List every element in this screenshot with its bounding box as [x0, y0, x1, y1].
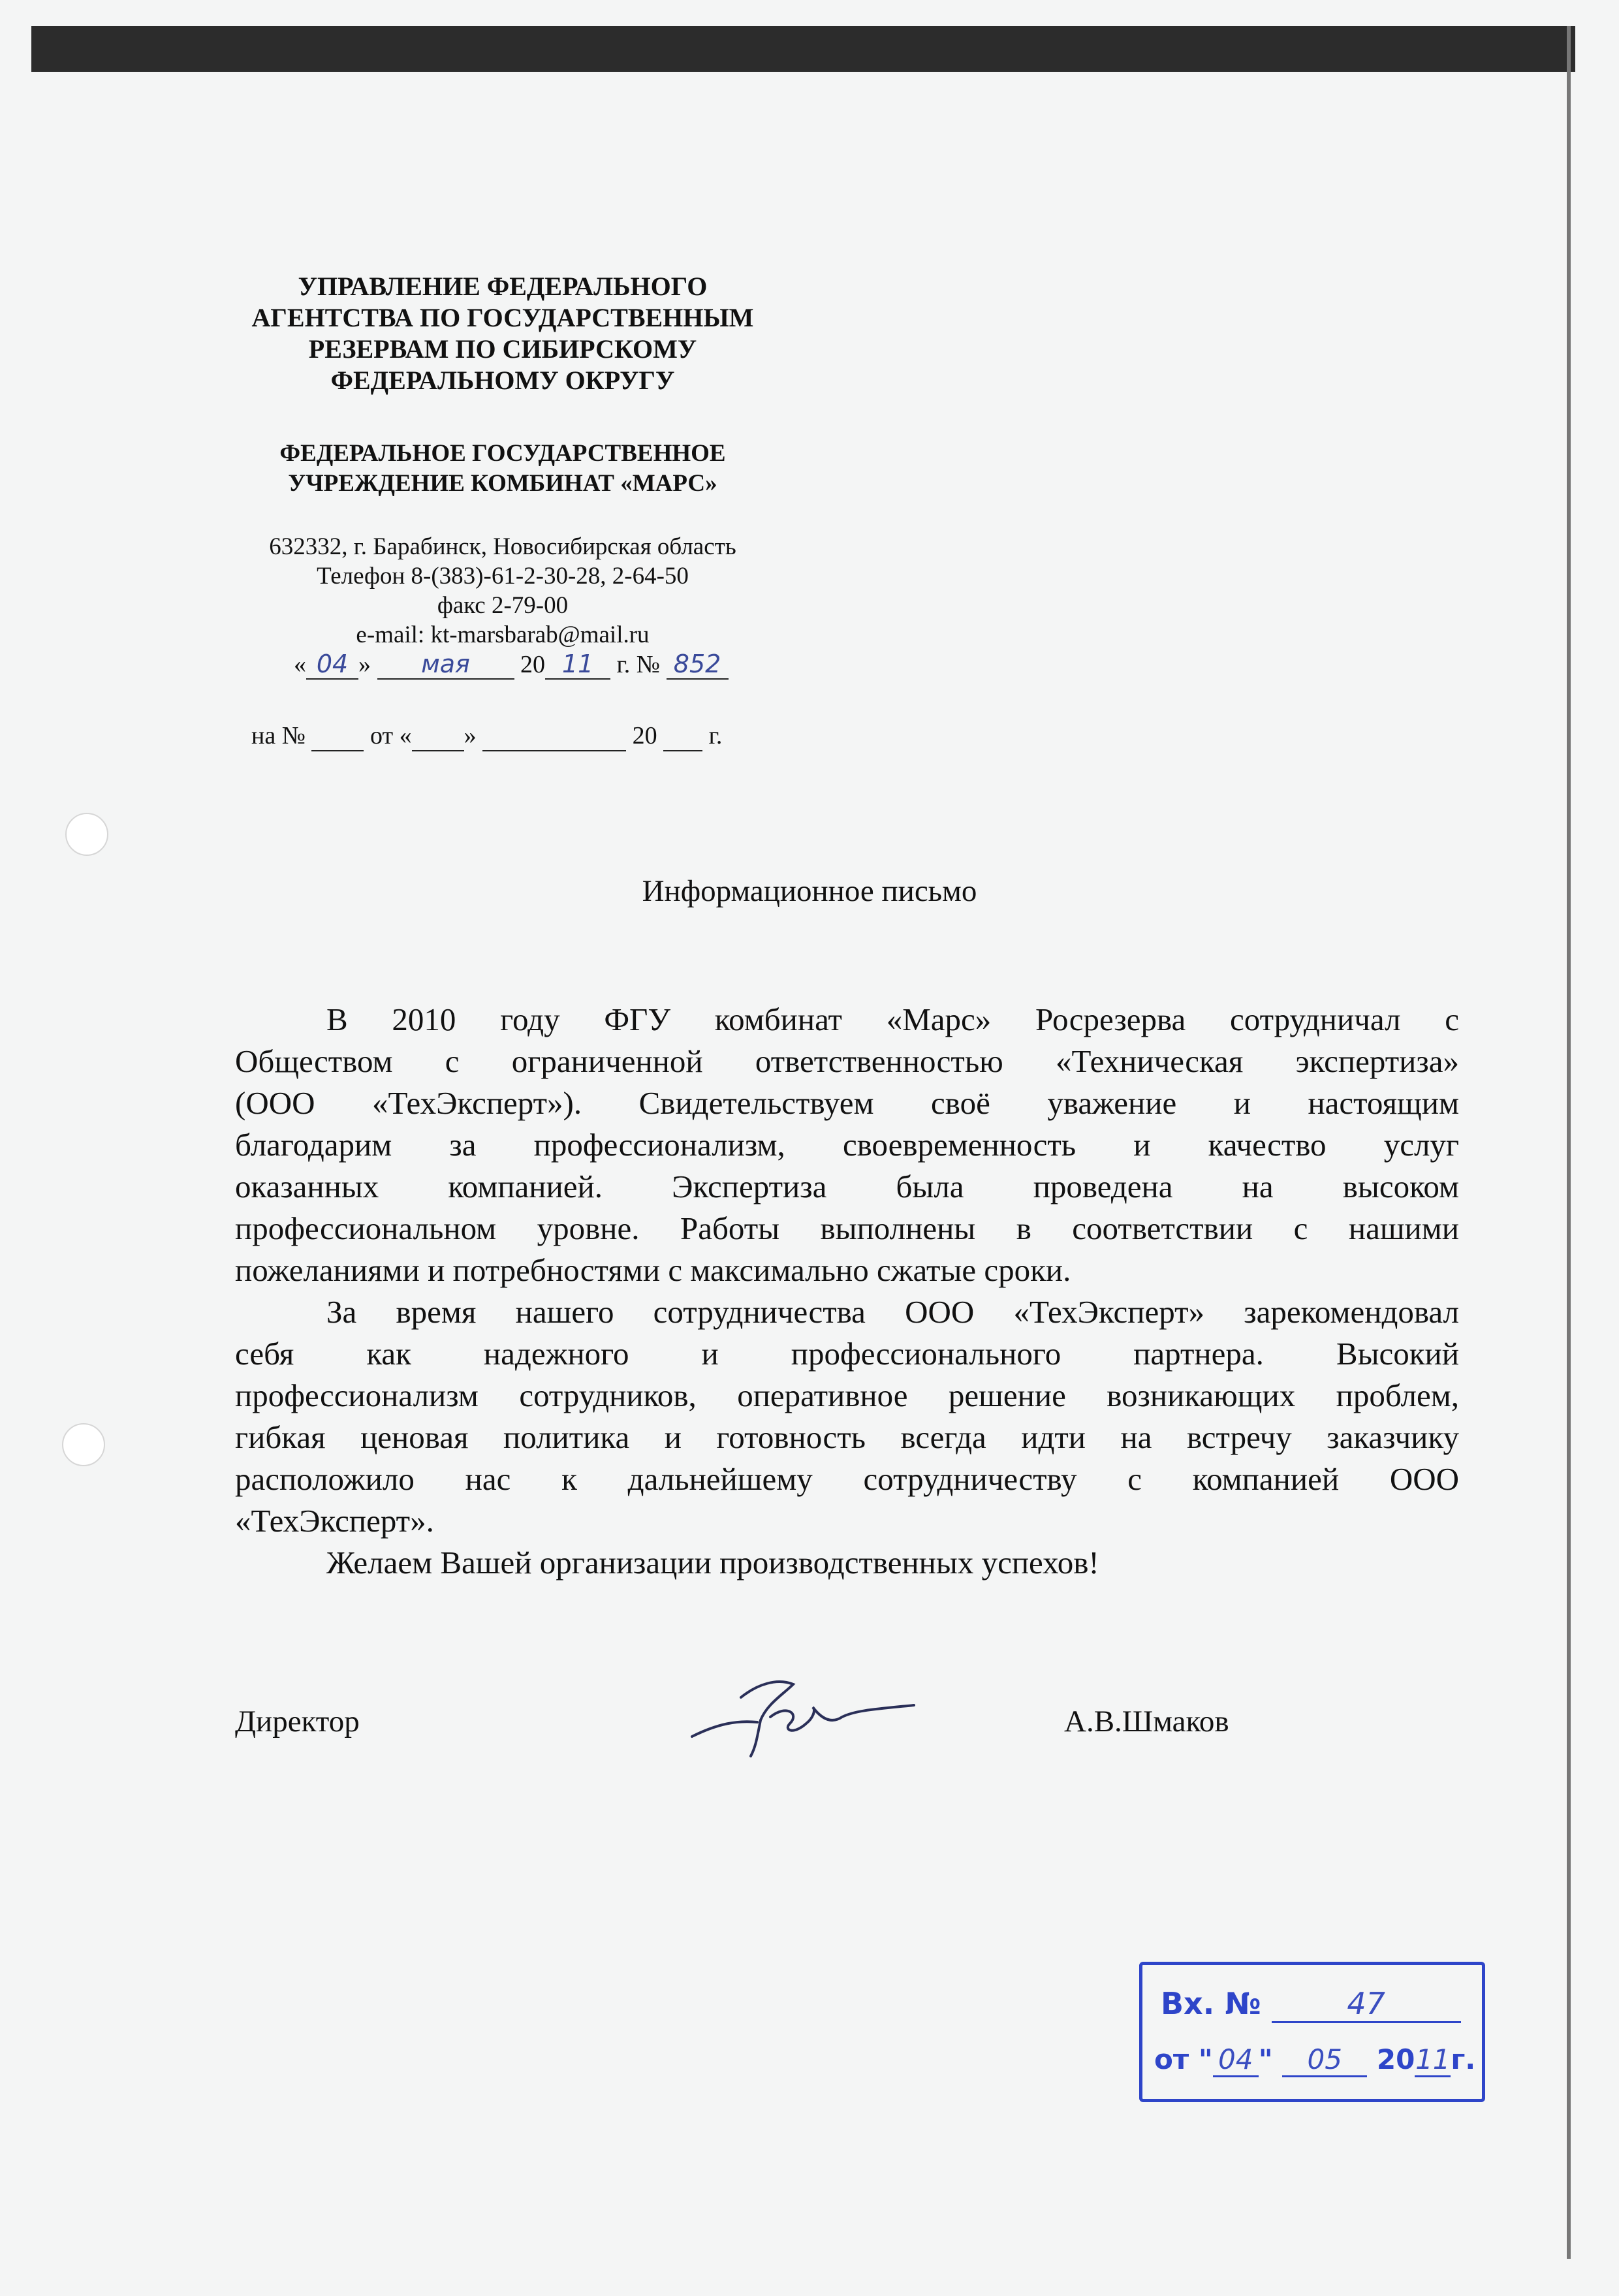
scan-right-edge — [1567, 26, 1571, 2259]
signature-icon — [679, 1658, 927, 1763]
ref-day-blank — [412, 721, 464, 751]
agency-name — [215, 271, 790, 396]
scan-top-edge — [31, 26, 1575, 72]
date-close-quote: » — [358, 651, 371, 678]
document-title: Информационное письмо — [642, 874, 977, 908]
stamp-from-label: от — [1154, 2043, 1189, 2075]
stamp-year-label: г. — [1451, 2043, 1476, 2075]
ref-no-blank — [311, 721, 364, 751]
agency-line: АГЕНТСТВА ПО ГОСУДАРСТВЕННЫМ — [251, 303, 754, 332]
date-number-label: г. № — [616, 651, 661, 678]
date-year-suffix: 11 — [545, 650, 610, 680]
body-line: оказанных компанией. Экспертиза была проведена на высоком — [235, 1169, 1459, 1204]
body-line: «ТехЭксперт». — [235, 1503, 434, 1539]
ref-year-prefix: 20 — [632, 722, 657, 749]
outgoing-date-line — [294, 650, 729, 680]
letter-body — [235, 999, 1459, 1584]
address-block — [215, 532, 790, 650]
body-line: В 2010 году ФГУ комбинат «Марс» Росрезерва сотрудничал с — [326, 1001, 1459, 1037]
stamp-vh-label: Вх. № — [1161, 1986, 1261, 2021]
address-line: 632332, г. Барабинск, Новосибирская область — [269, 533, 736, 560]
director-name: А.В.Шмаков — [1064, 1705, 1229, 1738]
stamp-day: 04 — [1213, 2043, 1259, 2077]
agency-line: УПРАВЛЕНИЕ ФЕДЕРАЛЬНОГО — [298, 272, 708, 301]
organization-name — [215, 439, 790, 499]
body-line: благодарим за профессионализм, своевременность и качество услуг — [235, 1127, 1459, 1163]
ref-no-label: на № — [251, 722, 306, 749]
agency-line: ФЕДЕРАЛЬНОМУ ОКРУГУ — [330, 366, 675, 395]
ref-close-quote: » — [464, 722, 477, 749]
body-line: профессионализм сотрудников, оперативное решение возникающих проблем, — [235, 1377, 1459, 1413]
stamp-month: 05 — [1282, 2043, 1367, 2077]
body-line: расположило нас к дальнейшему сотрудничеству с компанией ООО — [235, 1461, 1459, 1497]
body-line: За время нашего сотрудничества ООО «ТехЭксперт» зарекомендовал — [326, 1294, 1459, 1330]
stamp-year-prefix: 20 — [1376, 2043, 1415, 2075]
punch-hole — [62, 1423, 105, 1466]
body-line: (ООО «ТехЭксперт»). Свидетельствуем своё уважение и настоящим — [235, 1085, 1459, 1121]
director-title: Директор — [235, 1705, 360, 1738]
body-line: профессиональном уровне. Работы выполнены в соответствии с нашими — [235, 1210, 1459, 1246]
org-line: ФЕДЕРАЛЬНОЕ ГОСУДАРСТВЕННОЕ — [279, 440, 726, 467]
body-line: Обществом с ограниченной ответственностью «Техническая экспертиза» — [235, 1043, 1459, 1079]
body-line: себя как надежного и профессионального партнера. Высокий — [235, 1336, 1459, 1372]
ref-month-blank — [482, 721, 626, 751]
fax-line: факс 2-79-00 — [437, 592, 569, 619]
agency-line: РЕЗЕРВАМ ПО СИБИРСКОМУ — [308, 334, 697, 364]
stamp-open-quote: " — [1198, 2043, 1213, 2075]
ref-year-blank — [663, 721, 702, 751]
body-line: Желаем Вашей организации производственных успехов! — [326, 1545, 1099, 1580]
body-line: пожеланиями и потребностями с максимально сжатые сроки. — [235, 1252, 1071, 1288]
phone-line: Телефон 8-(383)-61-2-30-28, 2-64-50 — [317, 563, 689, 590]
reference-line — [251, 721, 722, 751]
date-year-prefix: 20 — [520, 651, 545, 678]
stamp-row-number — [1161, 1986, 1461, 2023]
signature-block — [235, 1704, 1280, 1782]
outgoing-number: 852 — [667, 650, 729, 680]
stamp-vh-number: 47 — [1272, 1986, 1461, 2023]
body-line: гибкая ценовая политика и готовность всегда идти на встречу заказчику — [235, 1419, 1459, 1455]
date-day: 04 — [306, 650, 358, 680]
date-open-quote: « — [294, 651, 306, 678]
punch-hole — [65, 813, 108, 856]
org-line: УЧРЕЖДЕНИЕ КОМБИНАТ «МАРС» — [288, 470, 717, 497]
ref-year-label: г. — [708, 722, 723, 749]
email-line: e-mail: kt-marsbarab@mail.ru — [356, 621, 650, 648]
stamp-close-quote: " — [1258, 2043, 1273, 2075]
stamp-year-suffix: 11 — [1415, 2043, 1451, 2077]
incoming-registration-stamp — [1139, 1962, 1485, 2102]
date-month: мая — [377, 650, 514, 680]
stamp-row-date — [1154, 2043, 1475, 2077]
ref-from-label: от « — [369, 722, 412, 749]
